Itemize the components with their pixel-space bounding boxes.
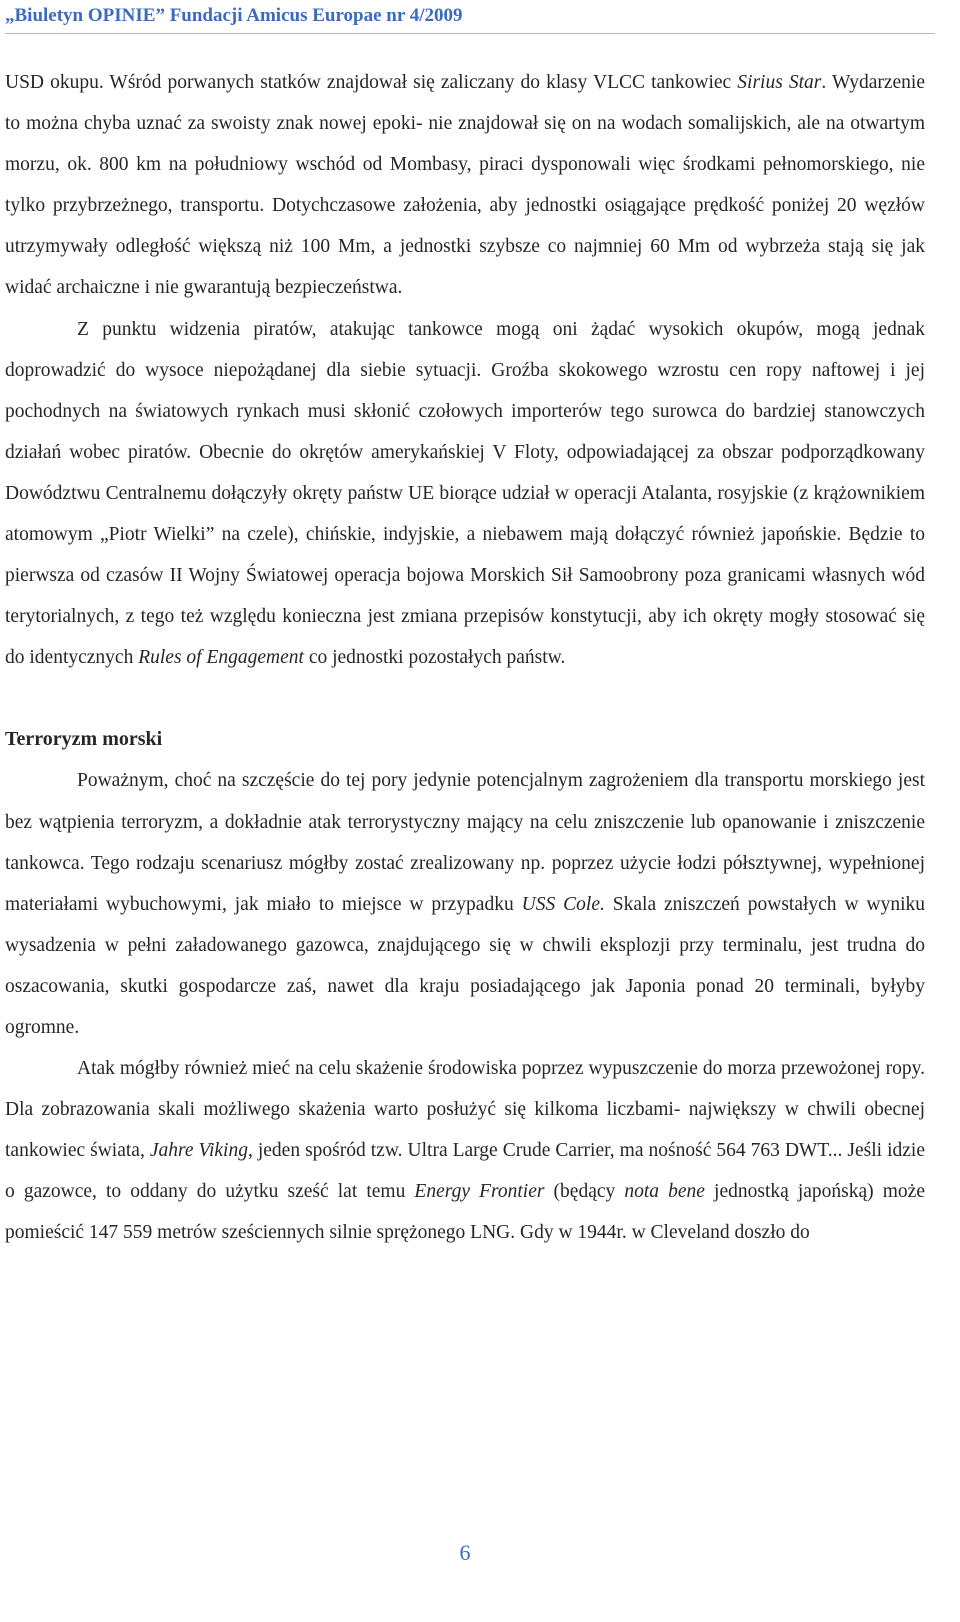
header-divider bbox=[5, 33, 935, 34]
text-run: (będący bbox=[544, 1181, 625, 1203]
latin-phrase: nota bene bbox=[624, 1181, 705, 1203]
ship-name: Energy Frontier bbox=[414, 1181, 545, 1203]
text-run: Skala zniszczeń powstałych w wyniku wysadzenia w pełni załadowanego gazowca, znajdującego się w chwili eksplozji przy terminalu, jest trudna do oszacowania, skutki gospodarcze zaś, nawet dla kraju posiadającego jak Japonia ponad 20 terminali, byłyby ogromne. bbox=[5, 893, 925, 1038]
ship-name: Jahre Viking bbox=[149, 1140, 248, 1162]
paragraph-1 bbox=[5, 62, 925, 309]
page-number: 6 bbox=[459, 1540, 471, 1565]
paragraph-2 bbox=[5, 309, 925, 679]
text-run: Poważnym, choć na szczęście do tej pory jedynie potencjalnym zagrożeniem dla transportu morskiego jest bez wątpienia terroryzm, a dokładnie atak terrorystyczny mający na celu zniszczenie lub opanowanie i zniszczenie tankowca. Tego rodzaju scenariusz mógłby zostać zrealizowany np. poprzez użycie łodzi półsztywnej, wypełnionej materiałami wybuchowymi, jak miało to miejsce w przypadku bbox=[5, 770, 925, 915]
text-run: Z punktu widzenia piratów, atakując tankowce mogą oni żądać wysokich okupów, mogą jednak doprowadzić do wysoce niepożądanej dla siebie sytuacji. Groźba skokowego wzrostu cen ropy naftowej i jej pochodnych na światowych rynkach musi skłonić czołowych importerów tego surowca do bardziej stanowczych działań wobec piratów. Obecnie do okrętów amerykańskiej V Floty, odpowiadającej za obszar podporządkowany Dowództwu Centralnemu dołączyły okręty państw UE biorące udział w operacji Atalanta, rosyjskie (z krążownikiem atomowym „Piotr Wielki” na czele), chińskie, indyjskie, a niebawem mają dołączyć również japońskie. Będzie to pierwsza od czasów II Wojny Światowej operacja bojowa Morskich Sił Samoobrony poza granicami własnych wód terytorialnych, z tego też względu konieczna jest zmiana przepisów konstytucji, aby ich okręty mogły stosować się do identycznych bbox=[5, 318, 925, 669]
text-run: co jednostki pozostałych państw. bbox=[303, 647, 566, 669]
bulletin-title: „Biuletyn OPINIE” Fundacji Amicus Europae nr 4/2009 bbox=[5, 5, 463, 26]
text-run: . Wydarzenie to można chyba uznać za swoisty znak nowej epoki- nie znajdował się on na wodach somalijskich, ale na otwartym morzu, ok. 800 km na południowy wschód od Mombasy, piraci dysponowali więc środkami pełnomorskiego, nie tylko przybrzeżnego, transportu. Dotychczasowe założenia, aby jednostki osiągające prędkość poniżej 20 węzłów utrzymywały odległość większą niż 100 Mm, a jednostki szybsze co najmniej 60 Mm od wybrzeża stają się jak widać archaiczne i nie gwarantują bezpieczeństwa. bbox=[5, 72, 925, 299]
ship-name: USS Cole. bbox=[521, 893, 605, 915]
text-run: jednostką japońską) może pomieścić 147 559 metrów sześciennych silnie sprężonego LNG. Gdy w 1944r. w Cleveland doszło do bbox=[5, 1181, 925, 1244]
rules-term: Rules of Engagement bbox=[138, 647, 304, 669]
section-heading: Terroryzm morski bbox=[5, 728, 163, 751]
text-run: Atak mógłby również mieć na celu skażenie środowiska poprzez wypuszczenie do morza przewożonej ropy. Dla zobrazowania skali możliwego skażenia warto posłużyć się kilkoma liczbami- największy w chwili obecnej tankowiec świata, bbox=[5, 1058, 925, 1162]
spacer bbox=[5, 678, 925, 719]
ship-name: Sirius Star bbox=[737, 72, 822, 93]
paragraph-4 bbox=[5, 1048, 925, 1253]
article-body bbox=[5, 62, 925, 1254]
paragraph-3 bbox=[5, 760, 925, 1048]
text-run: , jeden spośród tzw. Ultra Large Crude Carrier, ma nośność 564 763 DWT... Jeśli idzie o gazowce, to oddany do użytku sześć lat temu bbox=[5, 1140, 925, 1203]
page-header bbox=[5, 5, 935, 34]
text-run: USD okupu. Wśród porwanych statków znajdował się zaliczany do klasy VLCC tankowiec bbox=[5, 72, 738, 93]
